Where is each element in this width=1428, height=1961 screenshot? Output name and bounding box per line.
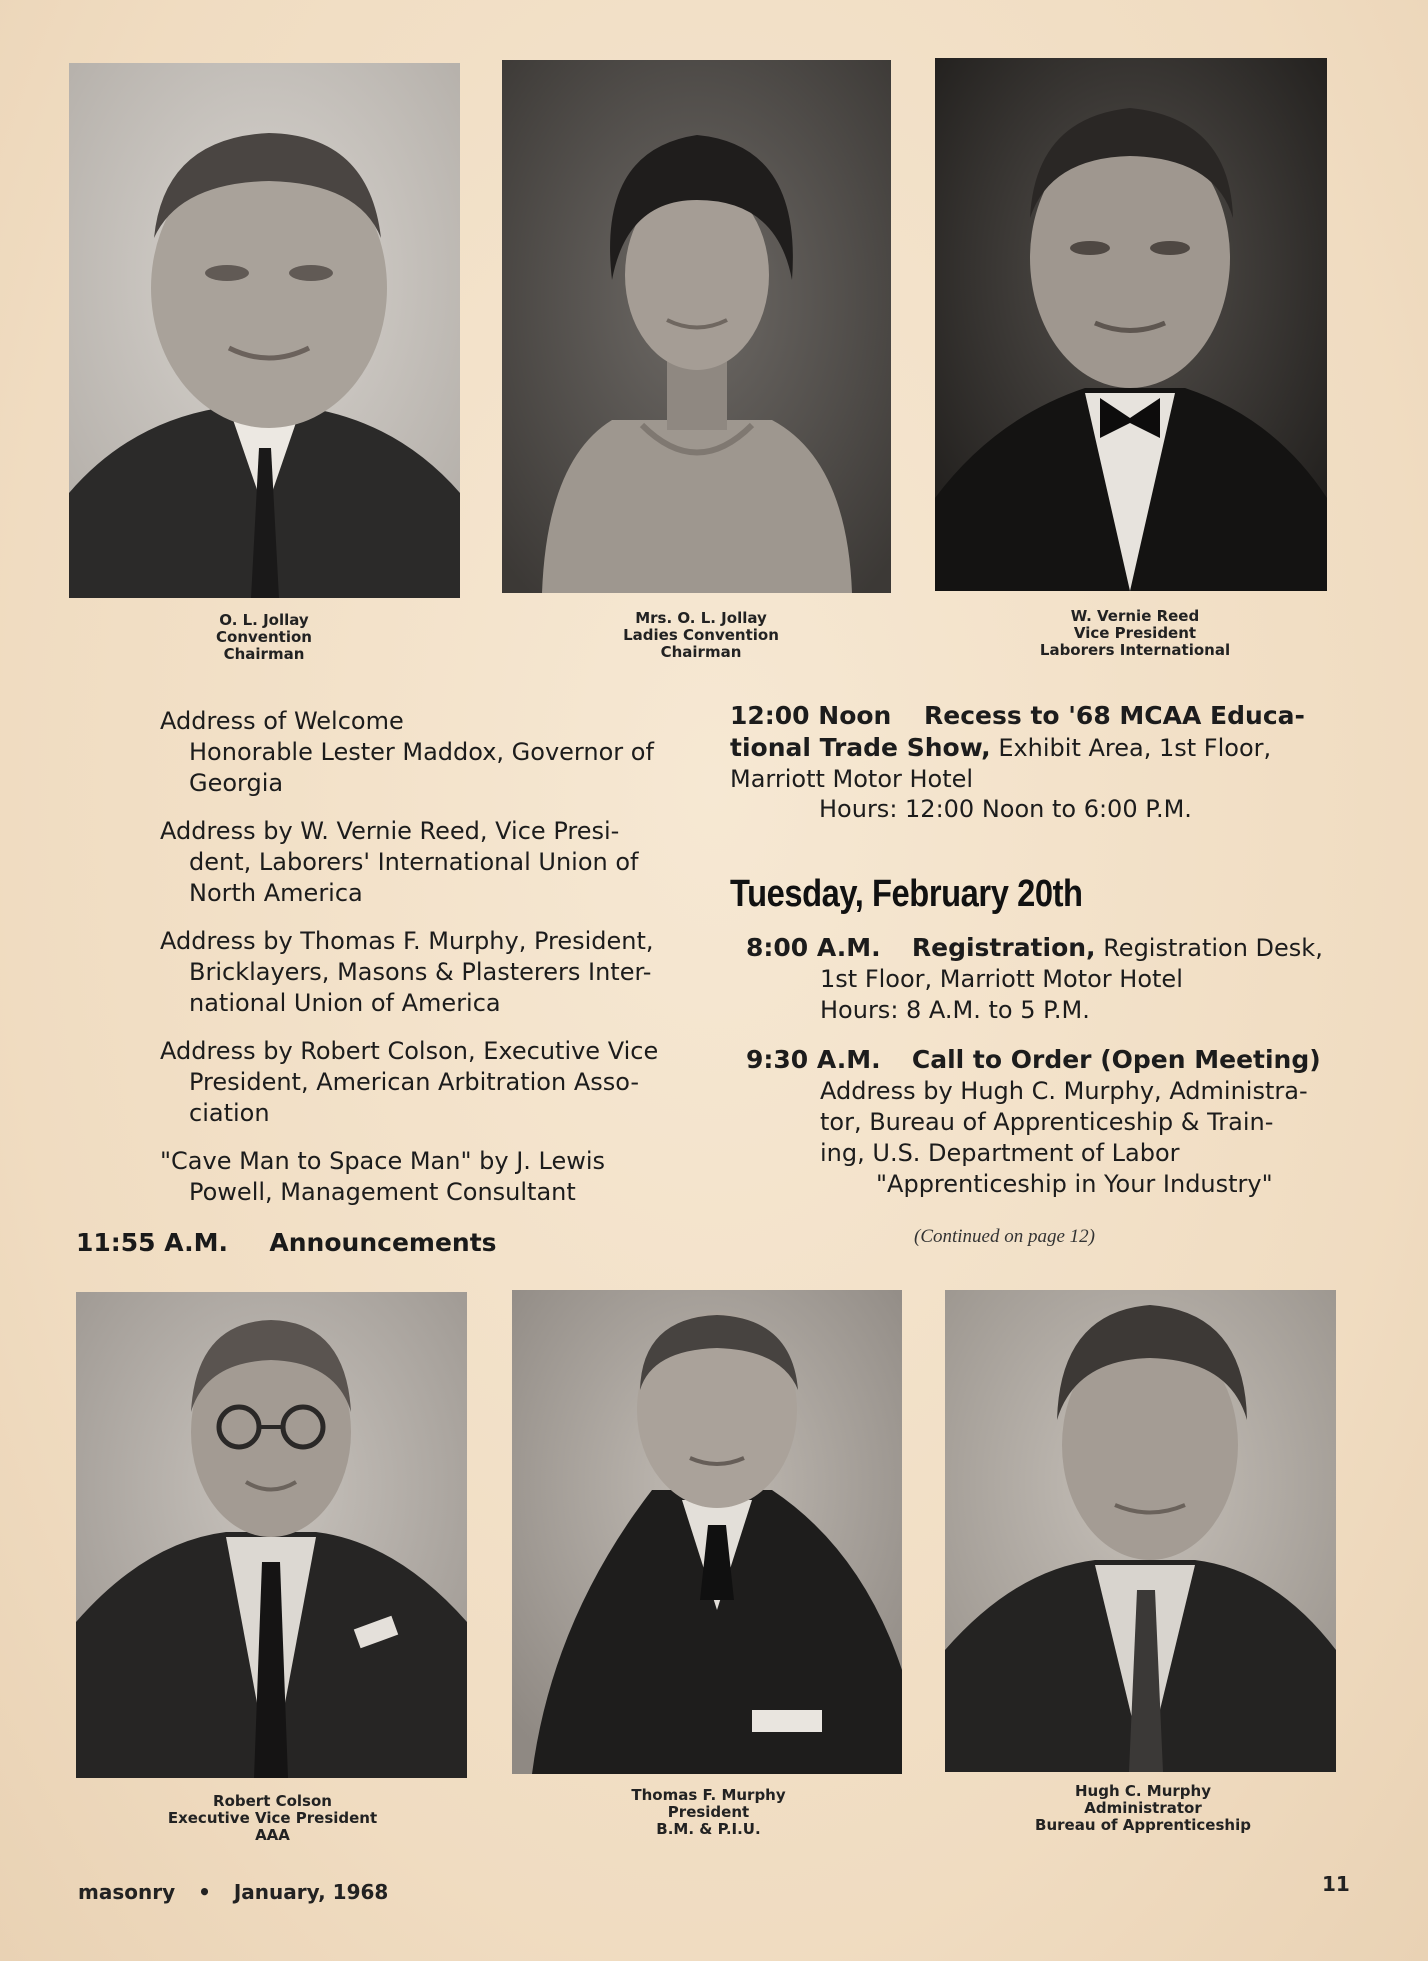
portrait-hugh-murphy (945, 1290, 1336, 1772)
call-to-order-time: 9:30 A.M. (746, 1045, 881, 1074)
photo-o-l-jollay (69, 63, 460, 598)
footer-publication-line (78, 1880, 388, 1904)
page-number: 11 (1322, 1872, 1350, 1896)
call-to-order-address: Address by Hugh C. Murphy, Administra- tor, Bureau of Apprenticeship & Train- ing, U.S. Department of Labor (820, 1077, 1308, 1167)
noon-detail: Exhibit Area, 1st Floor, Marriott Motor Hotel (730, 734, 1272, 793)
announcements-heading (76, 1227, 497, 1258)
noon-time: 12:00 Noon (730, 701, 892, 730)
tuesday-schedule (746, 932, 1346, 1200)
left-program-column (160, 706, 680, 1225)
program-item-powell: "Cave Man to Space Man" by J. Lewis Powell, Management Consultant (160, 1147, 606, 1206)
registration-detail: Registration Desk, (1103, 934, 1323, 962)
photo-hugh-c-murphy (945, 1290, 1336, 1772)
right-program-column (730, 700, 1335, 825)
issue-date: January, 1968 (233, 1880, 389, 1904)
noon-hours: Hours: 12:00 Noon to 6:00 P.M. (819, 795, 1192, 823)
registration-title: Registration, (911, 933, 1096, 962)
continued-note: (Continued on page 12) (914, 1226, 1096, 1247)
noon-recess-block (730, 700, 1335, 825)
announcement-time: 11:55 A.M. (76, 1228, 228, 1257)
photo-w-vernie-reed (935, 58, 1327, 591)
caption-hugh-murphy: Hugh C. Murphy Administrator Bureau of Apprenticeship (1035, 1782, 1251, 1834)
footer-bullet: • (198, 1880, 211, 1904)
noon-recess-text (730, 700, 1330, 795)
program-item-welcome: Address of Welcome Honorable Lester Maddox, Governor of Georgia (160, 707, 654, 797)
registration-location: 1st Floor, Marriott Motor Hotel (820, 965, 1183, 993)
day-heading: Tuesday, February 20th (730, 873, 1083, 915)
portrait-reed (935, 58, 1327, 591)
portrait-jollay (69, 63, 460, 598)
caption-mrs-jollay: Mrs. O. L. Jollay Ladies Convention Chairman (623, 609, 779, 661)
registration-hours: Hours: 8 A.M. to 5 P.M. (820, 996, 1090, 1024)
registration-time: 8:00 A.M. (746, 933, 881, 962)
caption-reed: W. Vernie Reed Vice President Laborers International (1039, 607, 1231, 659)
portrait-thomas-murphy (512, 1290, 902, 1774)
photo-robert-colson (76, 1292, 467, 1778)
publication-name: masonry (78, 1880, 176, 1904)
portrait-colson (76, 1292, 467, 1778)
announcement-label: Announcements (269, 1228, 497, 1257)
program-item-thomas-murphy: Address by Thomas F. Murphy, President, Bricklayers, Masons & Plasterers Inter- national Union of America (160, 927, 654, 1017)
noon-title: Recess to '68 MCAA Educa- tional Trade Show, (730, 701, 1305, 762)
program-item-colson: Address by Robert Colson, Executive Vice President, American Arbitration Asso- ciation (160, 1037, 659, 1127)
caption-colson: Robert Colson Executive Vice President AAA (167, 1792, 378, 1844)
call-to-order-title: Call to Order (Open Meeting) (911, 1045, 1321, 1074)
caption-thomas-murphy: Thomas F. Murphy President B.M. & P.I.U. (631, 1786, 786, 1838)
photo-mrs-jollay (502, 60, 891, 593)
portrait-mrs-jollay (502, 60, 891, 593)
photo-thomas-f-murphy (512, 1290, 902, 1774)
caption-jollay: O. L. Jollay Convention Chairman (216, 611, 312, 663)
call-to-order-talk: "Apprenticeship in Your Industry" (876, 1170, 1273, 1198)
program-item-reed: Address by W. Vernie Reed, Vice Presi- dent, Laborers' International Union of North America (160, 817, 639, 907)
